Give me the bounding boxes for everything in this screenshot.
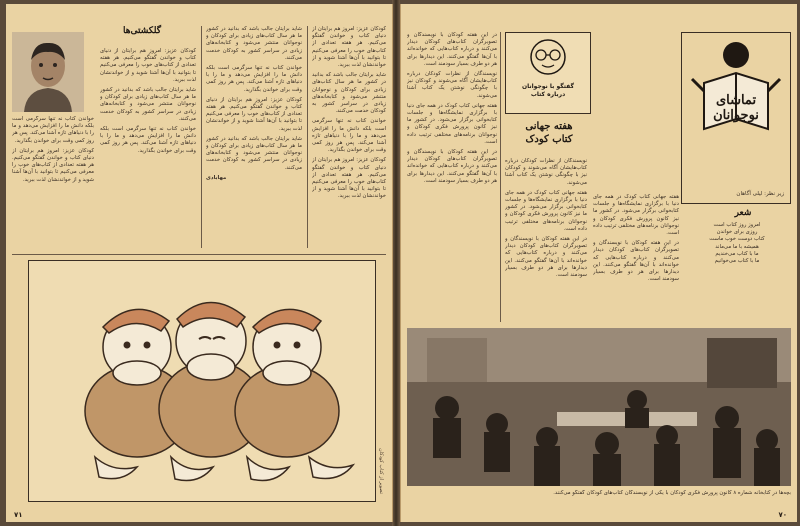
left-page: [6, 4, 393, 522]
headline-line-2: کتاب کودک: [525, 134, 573, 145]
left-paragraph-2: شاید برایتان جالب باشد که بدانید در کشور ما هر سال کتاب‌های زیادی برای کودکان و نوجوانان منتشر می‌شود و کتابخانه‌های زیادی در سراسر کشور به کودکان خدمت می‌کنند.: [312, 72, 386, 115]
glasses-face-icon: [506, 33, 590, 83]
talk-box-title-line-2: درباره کتاب: [530, 91, 566, 98]
right-page-number: ۷۰: [778, 511, 787, 519]
right-paragraph-1: هفته جهانی کتاب کودک در همه جای دنیا با برگزاری نمایشگاه‌ها و جلسات کتابخوانی برگزار می‌شود. در کشور ما نیز کانون پرورش فکری کودکان و نوجوانان برنامه‌های مختلفی ترتیب داده است.: [593, 194, 679, 237]
right-paragraph-4: هفته جهانی کتاب کودک در همه جای دنیا با برگزاری نمایشگاه‌ها و جلسات کتابخوانی برگزار می‌شود. در کشور ما نیز کانون پرورش فکری کودکان و نوجوانان برنامه‌های مختلفی ترتیب داده است.: [505, 189, 587, 232]
portrait-illustration: [12, 32, 84, 112]
library-photo: [407, 328, 791, 486]
right-paragraph-8: هفته جهانی کتاب کودک در همه جای دنیا با برگزاری نمایشگاه‌ها و جلسات کتابخوانی برگزار می‌شود. در کشور ما نیز کانون پرورش فکری کودکان و نوجوانان برنامه‌های مختلفی ترتیب داده است.: [407, 102, 497, 145]
left-column-rule-1: [307, 26, 308, 248]
poem-line-6: ما با کتاب می‌خوانیم: [714, 258, 760, 265]
left-page-number: ۷۱: [14, 511, 23, 519]
right-paragraph-5: در این هفته کودکان با نویسندگان و تصویرگران کتاب‌های کودکان دیدار می‌کنند و درباره کتاب‌هایی که خوانده‌اند با آن‌ها گفتگو می‌کنند. این دیدارها برای هر دو طرف بسیار سودمند است.: [505, 236, 587, 279]
left-paragraph-9: خواندن کتاب نه تنها سرگرمی است بلکه دانش ما را افزایش می‌دهد و ما را با دنیاهای تازه آشنا می‌کند. پس هر روز کمی وقت برای خواندن بگذارید.: [12, 116, 94, 144]
right-page: [400, 4, 797, 522]
left-paragraph-12: شاید برایتان جالب باشد که بدانید در کشور ما هر سال کتاب‌های زیادی برای کودکان و نوجوانان منتشر می‌شود و کتابخانه‌های زیادی در سراسر کشور به کودکان خدمت می‌کنند.: [100, 87, 196, 122]
left-paragraph-10: کودکان عزیز: امروز هم برایتان از دنیای کتاب و خواندن گفتگو می‌کنیم. هر هفته تعدادی از کتاب‌های خوب را معرفی می‌کنیم تا بتوانید با آن‌ها آشنا شوید و از خواندنشان لذت ببرید.: [12, 147, 94, 183]
magazine-title-line-1: تماشای: [715, 93, 757, 108]
illustration-side-caption: تصویر از کتاب کودکان: [378, 448, 384, 494]
portrait-photo: [12, 32, 84, 112]
left-text-column-4: [100, 48, 196, 248]
right-paragraph-3: نویسندگان از نظرات کودکان درباره کتاب‌هایشان آگاه می‌شوند و کودکان نیز با چگونگی نوشتن یک کتاب آشنا می‌شوند.: [505, 158, 587, 186]
right-paragraph-7: نویسندگان از نظرات کودکان درباره کتاب‌هایشان آگاه می‌شوند و کودکان نیز با چگونگی نوشتن یک کتاب آشنا می‌شوند.: [407, 71, 497, 99]
poem-block: [683, 222, 791, 322]
poem-line-1: امروز روز کتاب است: [713, 222, 761, 228]
right-paragraph-6: در این هفته کودکان با نویسندگان و تصویرگران کتاب‌های کودکان دیدار می‌کنند و درباره کتاب‌هایی که خوانده‌اند با آن‌ها گفتگو می‌کنند. این دیدارها برای هر دو طرف بسیار سودمند است.: [407, 32, 497, 67]
left-signature: مهابادی: [206, 174, 227, 181]
left-paragraph-3: خواندن کتاب نه تنها سرگرمی است بلکه دانش ما را افزایش می‌دهد و ما را با دنیاهای تازه آشنا می‌کند. پس هر روز کمی وقت برای خواندن بگذارید.: [312, 118, 386, 154]
magazine-title-panel: [681, 32, 791, 204]
talk-box: [505, 32, 591, 114]
left-paragraph-1: کودکان عزیز: امروز هم برایتان از دنیای کتاب و خواندن گفتگو می‌کنیم. هر هفته تعدادی از کتاب‌های خوب را معرفی می‌کنیم تا بتوانید با آن‌ها آشنا شوید و از خواندنشان لذت ببرید.: [312, 26, 386, 69]
talk-box-title-line-1: گفتگو با نوجوانان: [522, 83, 574, 90]
right-column-rule: [500, 32, 501, 322]
three-ducks-drawing: [29, 261, 375, 501]
headline: [507, 120, 591, 146]
poem-line-3: کتاب دوست خوب ماست: [709, 236, 765, 243]
left-text-column-1: [312, 26, 386, 248]
left-paragraph-8: شاید برایتان جالب باشد که بدانید در کشور ما هر سال کتاب‌های زیادی برای کودکان و نوجوانان منتشر می‌شود و کتابخانه‌های زیادی در سراسر کشور به کودکان خدمت می‌کنند.: [206, 135, 302, 171]
left-paragraph-11: کودکان عزیز: امروز هم برایتان از دنیای کتاب و خواندن گفتگو می‌کنیم. هر هفته تعدادی از کتاب‌های خوب را معرفی می‌کنیم تا بتوانید با آن‌ها آشنا شوید و از خواندنشان لذت ببرید.: [100, 48, 196, 83]
editor-note: زیر نظر: لیلی آگاهان: [736, 191, 784, 197]
poem-line-5: ما با کتاب می‌خندیم: [715, 250, 759, 257]
reading-figure-illustration: [682, 33, 790, 143]
children-library-scene: [407, 328, 791, 486]
illustration-top-rule: [12, 254, 386, 255]
photo-caption: بچه‌ها در کتابخانه شماره ۸ کانون پرورش فکری کودکان با یکی از نویسندگان کتاب‌های کودکان گفتگو می‌کنند.: [553, 490, 791, 496]
poem-line-4: همیشه با ما می‌ماند: [715, 243, 759, 250]
poem-line-2: روزی برای خواندن: [716, 229, 758, 236]
right-text-column-3: [407, 32, 497, 322]
left-text-column-2: [206, 26, 302, 248]
headline-line-1: هفته جهانی: [525, 121, 573, 132]
left-paragraph-6: خواندن کتاب نه تنها سرگرمی است بلکه دانش ما را افزایش می‌دهد و ما را با دنیاهای تازه آشنا می‌کند. پس هر روز کمی وقت برای خواندن بگذارید.: [206, 65, 302, 93]
poem-label: شعر: [734, 208, 752, 218]
left-paragraph-13: خواندن کتاب نه تنها سرگرمی است بلکه دانش ما را افزایش می‌دهد و ما را با دنیاهای تازه آشنا می‌کند. پس هر روز کمی وقت برای خواندن بگذارید.: [100, 126, 196, 154]
right-paragraph-2: در این هفته کودکان با نویسندگان و تصویرگران کتاب‌های کودکان دیدار می‌کنند و درباره کتاب‌هایی که خوانده‌اند با آن‌ها گفتگو می‌کنند. این دیدارها برای هر دو طرف بسیار سودمند است.: [593, 240, 679, 283]
right-paragraph-9: در این هفته کودکان با نویسندگان و تصویرگران کتاب‌های کودکان دیدار می‌کنند و درباره کتاب‌هایی که خوانده‌اند با آن‌ها گفتگو می‌کنند. این دیدارها برای هر دو طرف بسیار سودمند است.: [407, 149, 497, 184]
page-gutter: [392, 0, 400, 526]
right-text-column-2: [505, 158, 587, 322]
left-column-rule-2: [201, 26, 202, 248]
right-text-column-1: [593, 194, 679, 322]
donald-nephews-illustration: [28, 260, 376, 502]
left-paragraph-5: شاید برایتان جالب باشد که بدانید در کشور ما هر سال کتاب‌های زیادی برای کودکان و نوجوانان منتشر می‌شود و کتابخانه‌های زیادی در سراسر کشور به کودکان خدمت می‌کنند.: [206, 26, 302, 61]
left-paragraph-4: کودکان عزیز: امروز هم برایتان از دنیای کتاب و خواندن گفتگو می‌کنیم. هر هفته تعدادی از کتاب‌های خوب را معرفی می‌کنیم تا بتوانید با آن‌ها آشنا شوید و از خواندنشان لذت ببرید.: [312, 157, 386, 200]
left-text-column-3: [12, 116, 94, 248]
magazine-title-line-2: نوجوانان: [713, 108, 759, 123]
left-paragraph-7: کودکان عزیز: امروز هم برایتان از دنیای کتاب و خواندن گفتگو می‌کنیم. هر هفته تعدادی از کتاب‌های خوب را معرفی می‌کنیم تا بتوانید با آن‌ها آشنا شوید و از خواندنشان لذت ببرید.: [206, 96, 302, 132]
section-title: گلکشتی‌ها: [123, 26, 161, 36]
